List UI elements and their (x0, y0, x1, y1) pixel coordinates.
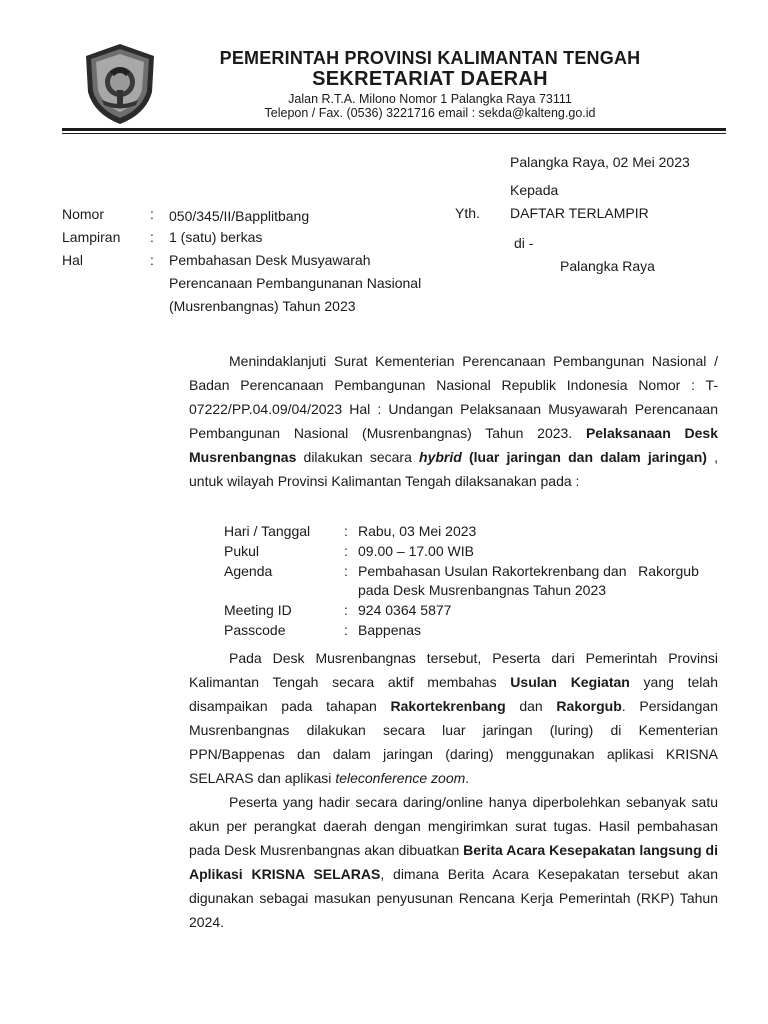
letterhead-secretariat: SEKRETARIAT DAERAH (312, 68, 548, 90)
schedule-colon: : (344, 543, 348, 559)
schedule-meeting-label: Meeting ID (224, 602, 292, 618)
nomor-label: Nomor (62, 206, 105, 222)
schedule-hari-label: Hari / Tanggal (224, 523, 311, 539)
body-paragraph-2: Pada Desk Musrenbangnas tersebut, Peserta dari Pemerintah Provinsi Kalimantan Tengah secara aktif membahas Usulan Kegiatan yang telah disampaikan pada tahapan Rakortekrenbang dan Rakorgub. Persidangan Musrenbangnas dilakukan secara luar jaringan (luring) di Kementerian PPN/Bappenas dan dalam jaringan (daring) menggunakan aplikasi KRISNA SELARAS dan aplikasi teleconference zoom. (189, 650, 718, 786)
schedule-passcode-label: Passcode (224, 622, 286, 638)
lampiran-value: 1 (satu) berkas (169, 229, 263, 245)
schedule-hari-value: Rabu, 03 Mei 2023 (358, 523, 477, 539)
recipient-city: Palangka Raya (560, 258, 655, 274)
hal-value-line3: (Musrenbangnas) Tahun 2023 (169, 298, 356, 314)
schedule-pukul-value: 09.00 – 17.00 WIB (358, 543, 474, 559)
header-rule-thin (62, 133, 726, 134)
schedule-colon: : (344, 622, 348, 638)
provincial-emblem-icon (82, 42, 158, 126)
recipient-di: di - (514, 235, 534, 251)
schedule-colon: : (344, 523, 348, 539)
lampiran-colon: : (150, 229, 154, 245)
header-rule-thick (62, 128, 726, 131)
letter-date: Palangka Raya, 02 Mei 2023 (510, 154, 690, 170)
letterhead-government: PEMERINTAH PROVINSI KALIMANTAN TENGAH (219, 48, 641, 68)
schedule-agenda-value-line2: pada Desk Musrenbangnas Tahun 2023 (358, 582, 607, 598)
letterhead-contact: Telepon / Fax. (0536) 3221716 email : sekda@kalteng.go.id (264, 106, 596, 120)
lampiran-label: Lampiran (62, 229, 121, 245)
hal-value-line1: Pembahasan Desk Musyawarah (169, 252, 371, 268)
schedule-agenda-value-line1: Pembahasan Usulan Rakortekrenbang dan Rakorgub (358, 563, 699, 579)
schedule-passcode-value: Bappenas (358, 622, 422, 638)
nomor-colon: : (150, 206, 154, 222)
letterhead-address: Jalan R.T.A. Milono Nomor 1 Palangka Raya 73111 (288, 92, 572, 106)
schedule-colon: : (344, 563, 348, 579)
recipient-name: DAFTAR TERLAMPIR (510, 205, 649, 221)
hal-value-line2: Perencanaan Pembangunanan Nasional (169, 275, 422, 291)
schedule-pukul-label: Pukul (224, 543, 260, 559)
hal-colon: : (150, 252, 154, 268)
recipient-yth: Yth. (455, 205, 480, 221)
body-paragraph-1: Menindaklanjuti Surat Kementerian Perencanaan Pembangunan Nasional / Badan Perencanaan Pembangunan Nasional Republik Indonesia Nomor : T-07222/PP.04.09/04/2023 Hal : Undangan Pelaksanaan Musyawarah Perencanaan Pembangunan Nasional (Musrenbangnas) Tahun 2023. Pelaksanaan Desk Musrenbangnas dilakukan secara hybrid (luar jaringan dan dalam jaringan) , untuk wilayah Provinsi Kalimantan Tengah dilaksanakan pada : (189, 353, 718, 489)
nomor-value: 050/345/II/Bapplitbang (169, 208, 310, 224)
hal-label: Hal (62, 252, 84, 268)
body-paragraph-3: Peserta yang hadir secara daring/online hanya diperbolehkan sebanyak satu akun per perangkat daerah dengan mengirimkan surat tugas. Hasil pembahasan pada Desk Musrenbangnas akan dibuatkan Berita Acara Kesepakatan langsung di Aplikasi KRISNA SELARAS, dimana Berita Acara Kesepakatan tersebut akan digunakan sebagai masukan penyusunan Rencana Kerja Pemerintah (RKP) Tahun 2024. (189, 794, 718, 930)
schedule-colon: : (344, 602, 348, 618)
schedule-meeting-value: 924 0364 5877 (358, 602, 452, 618)
recipient-kepada: Kepada (510, 182, 559, 198)
schedule-agenda-label: Agenda (224, 563, 273, 579)
